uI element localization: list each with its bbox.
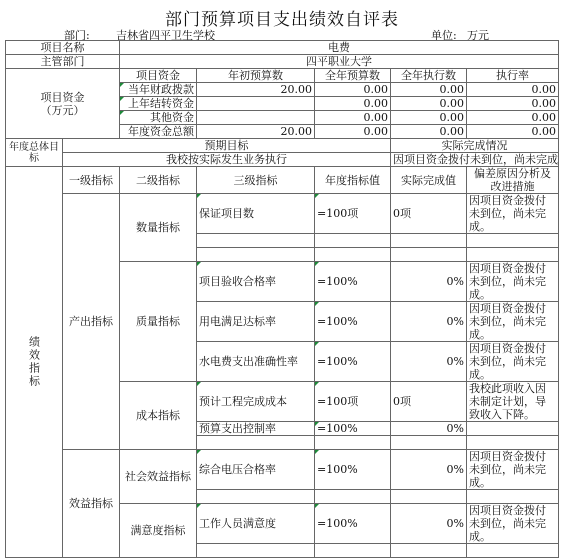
level3-cell [197,544,315,558]
indicator-header: 偏差原因分析及改进措施 [467,167,559,194]
performance-table [5,40,559,558]
funds-rate: 0.00 [467,111,559,125]
funds-col-header: 全年执行数 [391,69,467,83]
level3-cell: 综合电压合格率 [197,450,315,490]
level3-cell: 预计工程完成成本 [197,382,315,422]
actual-cell: 0% [391,504,467,544]
level3-cell [197,234,315,248]
level3-cell: 项目验收合格率 [197,262,315,302]
target-cell: =100项 [315,382,391,422]
funds-col-header: 全年预算数 [315,69,391,83]
funds-annual: 0.00 [315,97,391,111]
funds-budget [197,111,315,125]
funds-annual: 0.00 [315,111,391,125]
funds-col-header: 执行率 [467,69,559,83]
indicator-row [6,450,559,490]
funds-budget: 20.00 [197,83,315,97]
supervisor-label: 主管部门 [6,55,120,69]
row-indicator-header [6,167,559,194]
actual-cell: 0% [391,450,467,490]
funds-row-label: 当年财政拨款 [120,83,197,97]
funds-annual: 0.00 [315,125,391,139]
actual-cell [391,436,467,450]
goal-section-label: 年度总体目标 [6,139,63,167]
goal-expected: 我校按实际发生业务执行 [63,153,391,167]
funds-exec: 0.00 [391,97,467,111]
indicator-header: 三级指标 [197,167,315,194]
target-cell: =100% [315,422,391,436]
reason-cell [467,234,559,248]
funds-col-header: 年初预算数 [197,69,315,83]
funds-annual: 0.00 [315,83,391,97]
actual-cell: 0% [391,342,467,382]
reason-cell: 因项目资金拨付未到位，尚未完成。 [467,302,559,342]
funds-row-label: 年度资金总额 [120,125,197,139]
level2-cell: 质量指标 [120,262,197,382]
unit-label: 单位: [431,29,457,42]
funds-exec: 0.00 [391,111,467,125]
page-title: 部门预算项目支出绩效自评表 [165,10,399,30]
row-supervisor [6,55,559,69]
actual-cell [391,234,467,248]
unit-value: 万元 [467,29,489,42]
level2-cell: 数量指标 [120,194,197,262]
level2-cell: 满意度指标 [120,504,197,558]
dept-value: 吉林省四平卫生学校 [116,29,215,42]
goal-actual: 因项目资金拨付未到位，尚未完成 [391,153,559,167]
target-cell [315,544,391,558]
funds-section-label: 项目资金 （万元） [6,69,120,139]
actual-cell [391,490,467,504]
target-cell [315,234,391,248]
reason-cell: 因项目资金拨付未到位，尚未完成。 [467,504,559,544]
level3-cell: 工作人员满意度 [197,504,315,544]
level3-cell: 预算支出控制率 [197,422,315,436]
indicator-row [6,194,559,234]
funds-row-label: 上年结转资金 [120,97,197,111]
row-funds-header [6,69,559,83]
reason-cell [467,422,559,436]
funds-exec: 0.00 [391,125,467,139]
funds-budget [197,97,315,111]
row-goal-header [6,139,559,153]
level3-cell: 水电费支出准确性率 [197,342,315,382]
actual-cell: 0% [391,262,467,302]
reason-cell: 因项目资金拨付未到位，尚未完成。 [467,262,559,302]
indicator-header: 实际完成值 [391,167,467,194]
actual-cell: 0% [391,302,467,342]
dept-label: 部门: [64,29,90,42]
target-cell: =100% [315,262,391,302]
level3-cell [197,490,315,504]
level2-cell: 成本指标 [120,382,197,450]
level1-cell: 产出指标 [63,194,120,450]
funds-col-header: 项目资金 [120,69,197,83]
goal-expected-header: 预期目标 [63,139,391,153]
row-goal-content [6,153,559,167]
target-cell [315,248,391,262]
funds-rate: 0.00 [467,83,559,97]
reason-cell: 因项目资金拨付未到位，尚未完成。 [467,450,559,490]
reason-cell: 因项目资金拨付未到位，尚未完成。 [467,194,559,234]
indicator-header: 一级指标 [63,167,120,194]
actual-cell [391,544,467,558]
actual-cell: 0项 [391,382,467,422]
goal-actual-header: 实际完成情况 [391,139,559,153]
target-cell [315,490,391,504]
level3-cell: 用电满足达标率 [197,302,315,342]
actual-cell: 0% [391,422,467,436]
target-cell: =100% [315,504,391,544]
target-cell: =100% [315,302,391,342]
project-name-label: 项目名称 [6,41,120,55]
reason-cell [467,436,559,450]
row-project-name [6,41,559,55]
indicators-section-label [6,167,63,558]
supervisor-value: 四平职业大学 [120,55,559,69]
funds-rate: 0.00 [467,125,559,139]
actual-cell: 0项 [391,194,467,234]
reason-cell: 因项目资金拨付未到位，尚未完成。 [467,342,559,382]
target-cell: =100% [315,342,391,382]
level2-cell: 社会效益指标 [120,450,197,504]
target-cell: =100% [315,450,391,490]
project-name-value: 电费 [120,41,559,55]
level1-cell: 效益指标 [63,450,120,558]
indicators-section-text: 绩效指标 [27,336,41,388]
actual-cell [391,248,467,262]
reason-cell [467,544,559,558]
reason-cell [467,490,559,504]
level3-cell [197,436,315,450]
funds-row-label: 其他资金 [120,111,197,125]
indicator-header: 二级指标 [120,167,197,194]
funds-rate: 0.00 [467,97,559,111]
reason-cell: 我校此项收入因未制定计划，导致收入下降。 [467,382,559,422]
indicator-header: 年度指标值 [315,167,391,194]
level3-cell [197,248,315,262]
reason-cell [467,248,559,262]
funds-exec: 0.00 [391,83,467,97]
target-cell: =100项 [315,194,391,234]
target-cell [315,436,391,450]
funds-budget: 20.00 [197,125,315,139]
level3-cell: 保证项目数 [197,194,315,234]
